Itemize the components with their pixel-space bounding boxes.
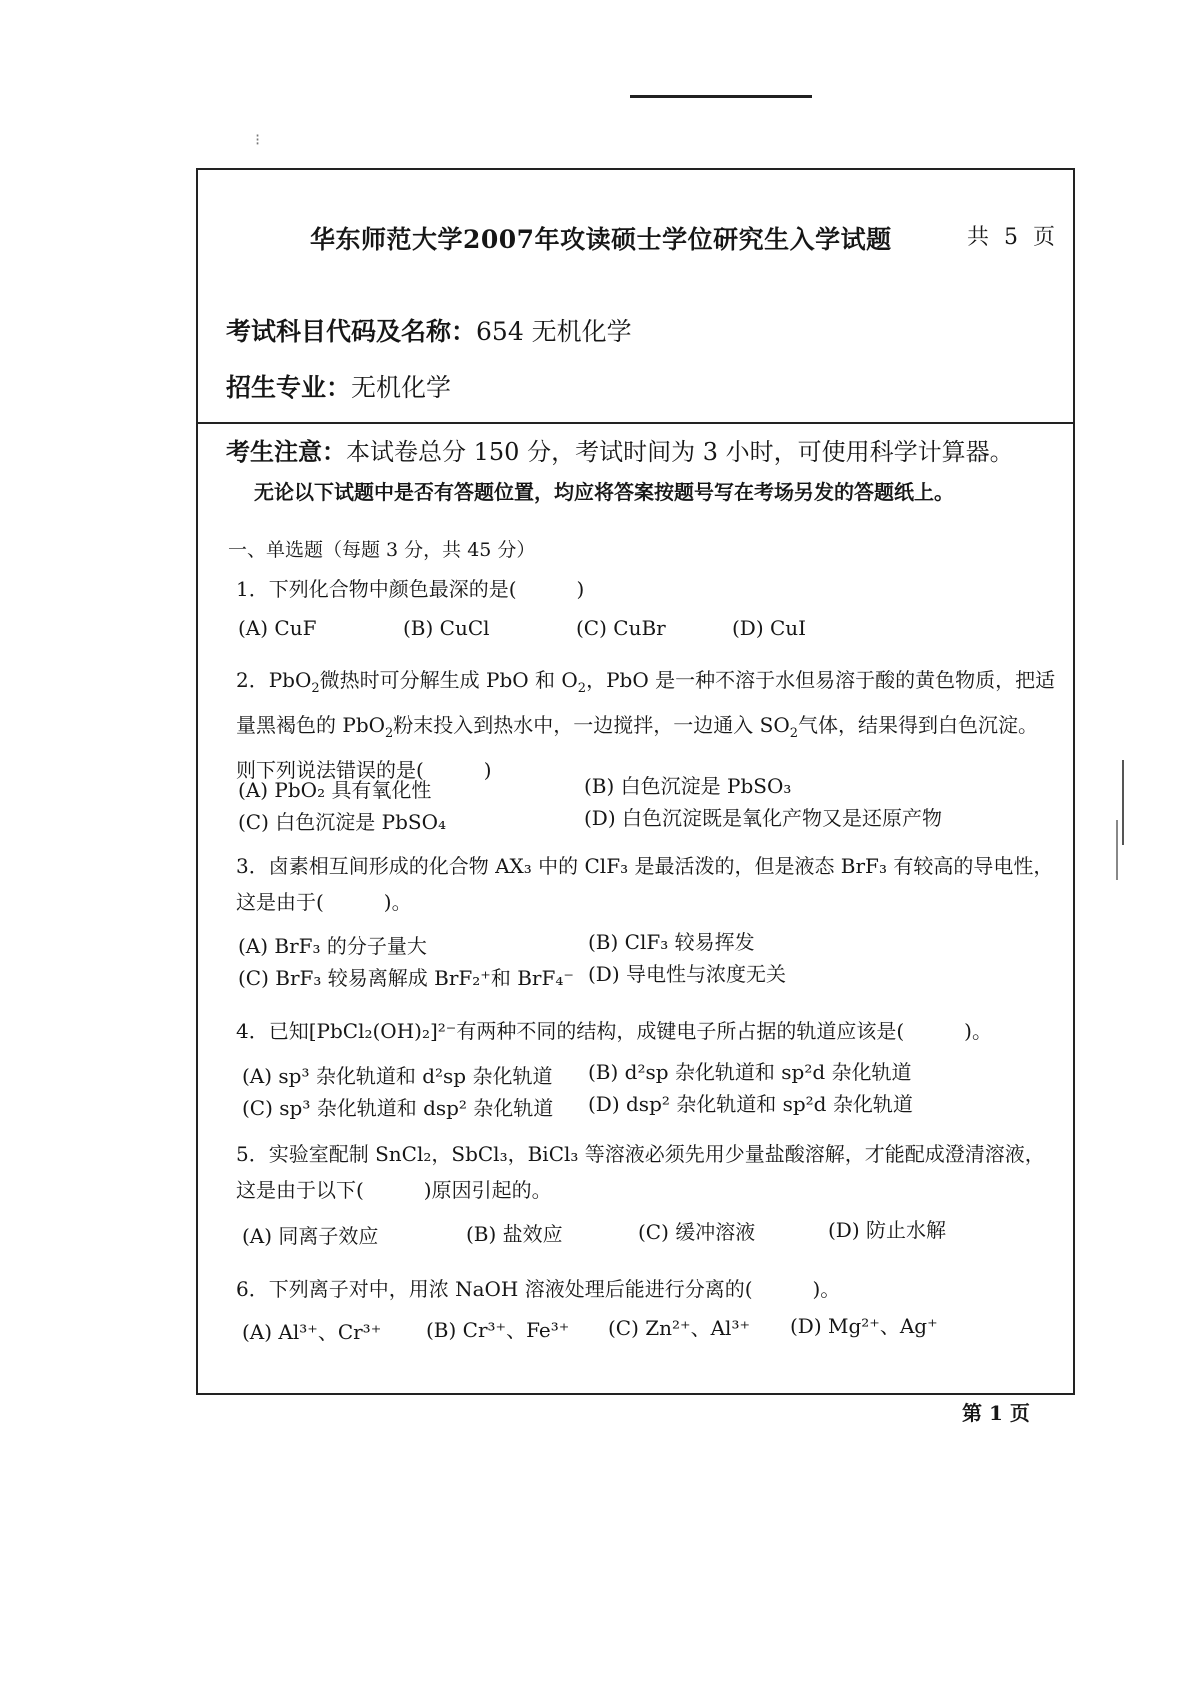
option-c: (C) BrF₃ 较易离解成 BrF₂⁺和 BrF₄⁻: [238, 966, 574, 990]
subject-label: 考试科目代码及名称：: [226, 317, 477, 346]
option-b: (B) ClF₃ 较易挥发: [588, 930, 755, 954]
major-label: 招生专业：: [226, 373, 352, 402]
page-number: 第 1 页: [962, 1401, 1030, 1425]
question-stem: 2．PbO$_2$微热时可分解生成 PbO 和 $O_2$，PbO 是一种不溶于水但易溶于酸的黄色物质，把适量黑褐色的 PbO$_2$粉末投入到热水中，一边搅拌，一边通入 $SO_2$气体，结果得到白色沉淀。则下列说法错误的是( ): [236, 668, 1056, 782]
question-stem: 3．卤素相互间形成的化合物 AX₃ 中的 ClF₃ 是最活泼的，但是液态 BrF₃ 有较高的导电性，这是由于( )。: [236, 854, 1054, 914]
scan-margin-mark: [1116, 820, 1118, 880]
option-c: (C) 缓冲溶液: [638, 1220, 756, 1244]
option-b: (B) 盐效应: [466, 1222, 563, 1246]
question-5: [236, 1136, 1056, 1208]
major-line: [226, 368, 451, 404]
option-b: (B) Cr³⁺、Fe³⁺: [426, 1318, 570, 1342]
subject-value: 654 无机化学: [476, 317, 632, 346]
option-b: (B) 白色沉淀是 PbSO₃: [584, 774, 792, 798]
option-d: (D) CuI: [732, 616, 807, 640]
question-6: [236, 1270, 1056, 1308]
option-a: (A) sp³ 杂化轨道和 d²sp 杂化轨道: [242, 1064, 553, 1088]
major-value: 无机化学: [351, 373, 452, 402]
section-heading: 一、单选题（每题 3 分，共 45 分）: [228, 539, 536, 561]
question-stem: 5．实验室配制 SnCl₂，SbCl₃，BiCl₃ 等溶液必须先用少量盐酸溶解，才能配成澄清溶液，这是由于以下( )原因引起的。: [236, 1142, 1045, 1202]
exam-header: [198, 170, 1073, 424]
option-c: (C) sp³ 杂化轨道和 dsp² 杂化轨道: [242, 1096, 554, 1120]
notice-text: 本试卷总分 150 分，考试时间为 3 小时，可使用科学计算器。: [346, 438, 1014, 466]
option-a: (A) BrF₃ 的分子量大: [238, 934, 427, 958]
subject-line: [226, 312, 632, 348]
question-4: [236, 1012, 1056, 1050]
option-a: (A) PbO₂ 具有氧化性: [238, 778, 432, 802]
notice-label: 考生注意：: [226, 437, 346, 466]
option-b: (B) CuCl: [403, 616, 490, 640]
page-count: 共 5 页: [967, 225, 1059, 250]
option-d: (D) 导电性与浓度无关: [588, 962, 786, 986]
exam-title: 华东师范大学2007年攻读硕士学位研究生入学试题: [310, 225, 892, 254]
option-b: (B) d²sp 杂化轨道和 sp²d 杂化轨道: [588, 1060, 912, 1084]
option-c: (C) CuBr: [576, 616, 666, 640]
scan-margin-mark: [1122, 760, 1124, 845]
question-stem: 1．下列化合物中颜色最深的是( ): [236, 577, 585, 601]
option-a: (A) 同离子效应: [242, 1224, 379, 1248]
option-c: (C) 白色沉淀是 PbSO₄: [238, 810, 446, 834]
option-a: (A) Al³⁺、Cr³⁺: [242, 1320, 382, 1344]
option-c: (C) Zn²⁺、Al³⁺: [608, 1316, 751, 1340]
option-d: (D) Mg²⁺、Ag⁺: [790, 1314, 938, 1338]
question-stem: 6．下列离子对中，用浓 NaOH 溶液处理后能进行分离的( )。: [236, 1277, 841, 1301]
exam-frame: [196, 168, 1075, 1395]
option-d: (D) 白色沉淀既是氧化产物又是还原产物: [584, 806, 942, 830]
scan-speck: ⁝: [255, 130, 261, 149]
notice-line: [226, 432, 1014, 467]
notice-text-2: 无论以下试题中是否有答题位置，均应将答案按题号写在考场另发的答题纸上。: [254, 480, 954, 504]
question-1: [236, 570, 1056, 608]
option-d: (D) 防止水解: [828, 1218, 946, 1242]
question-stem: 4．已知[PbCl₂(OH)₂]²⁻有两种不同的结构，成键电子所占据的轨道应该是( )。: [236, 1019, 992, 1043]
scan-top-line: [630, 95, 812, 98]
option-a: (A) CuF: [238, 616, 317, 640]
option-d: (D) dsp² 杂化轨道和 sp²d 杂化轨道: [588, 1092, 913, 1116]
question-3: [236, 848, 1056, 920]
